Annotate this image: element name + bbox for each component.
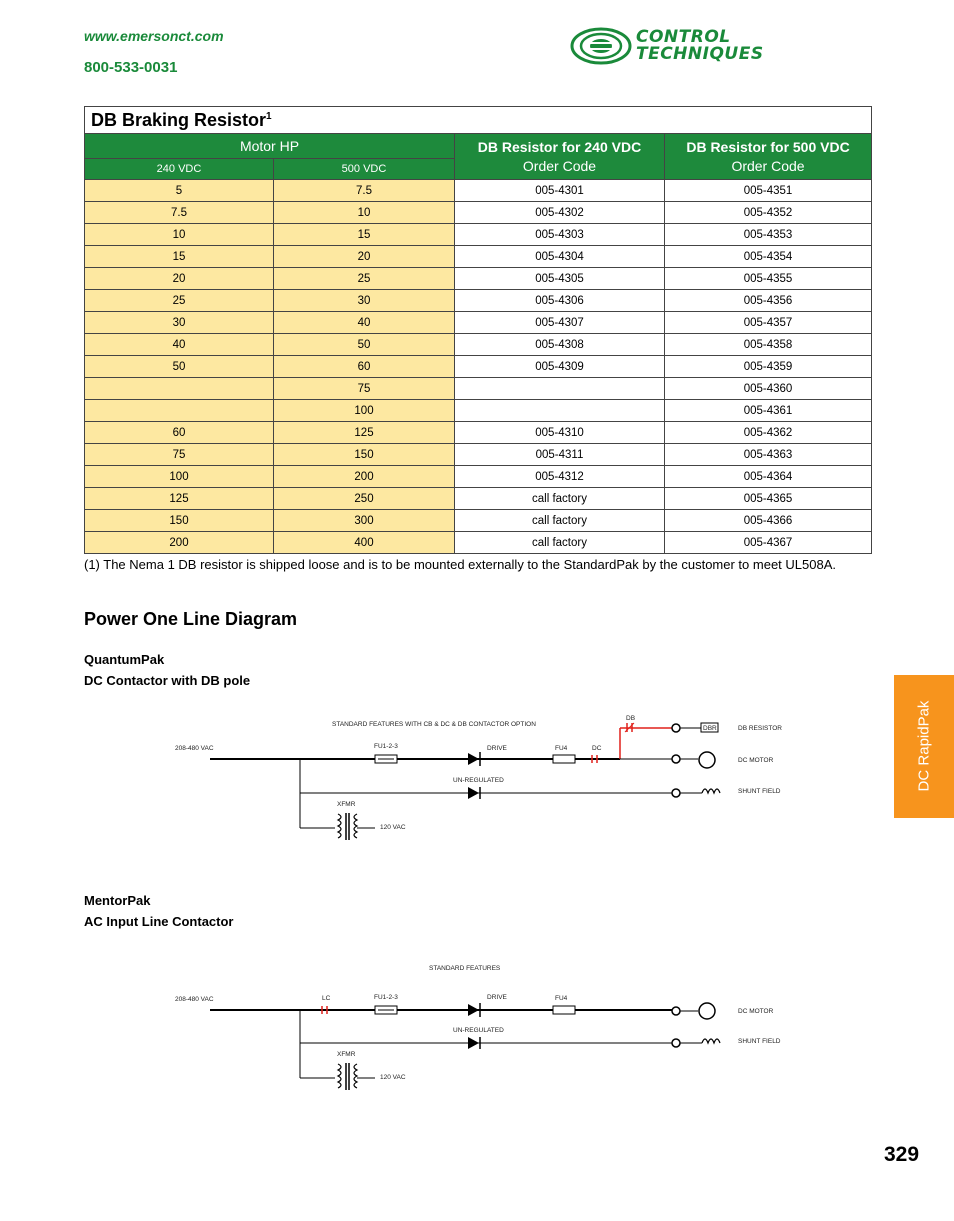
footnote-marker: 1	[266, 110, 272, 122]
hp-500-cell: 30	[274, 290, 455, 312]
hp-240-cell: 15	[85, 246, 274, 268]
quantumpak-diagram	[150, 712, 850, 852]
hp-240-cell: 40	[85, 334, 274, 356]
diagram2-lc: LC	[322, 995, 331, 1002]
terminal-icon	[672, 1007, 680, 1015]
col-500vdc-header: 500 VDC	[274, 159, 455, 180]
hp-500-cell: 60	[274, 356, 455, 378]
code-240-cell: 005-4302	[455, 202, 665, 224]
fuse4-icon	[553, 1006, 575, 1014]
website-url[interactable]: www.emersonct.com	[84, 28, 224, 44]
code-240-cell: call factory	[455, 510, 665, 532]
table-row	[85, 488, 872, 510]
hp-240-cell: 25	[85, 290, 274, 312]
motor-hp-header: Motor HP	[85, 134, 455, 159]
scr-diode-icon	[468, 753, 479, 765]
diagram2-fu4: FU4	[555, 995, 568, 1002]
code-500-cell: 005-4366	[665, 510, 872, 532]
db-braking-resistor-table	[84, 106, 872, 554]
dc-motor-icon	[699, 1003, 715, 1019]
res240-title: DB Resistor for 240 VDC	[477, 138, 642, 155]
code-500-cell: 005-4354	[665, 246, 872, 268]
terminal-icon	[672, 724, 680, 732]
code-500-cell: 005-4352	[665, 202, 872, 224]
hp-240-cell: 20	[85, 268, 274, 290]
diode-icon	[468, 787, 479, 799]
diagram1-unregulated: UN-REGULATED	[453, 777, 504, 784]
table-row	[85, 268, 872, 290]
diagram1-dc: DC	[592, 745, 602, 752]
code-500-cell: 005-4361	[665, 400, 872, 422]
res500-header	[665, 134, 872, 180]
diagram1-dbr: DBR	[703, 725, 717, 732]
res500-sub: Order Code	[731, 157, 805, 174]
hp-240-cell: 200	[85, 532, 274, 554]
table-row	[85, 400, 872, 422]
table-row	[85, 532, 872, 554]
hp-240-cell	[85, 400, 274, 422]
diagram1-120vac: 120 VAC	[380, 824, 406, 831]
hp-240-cell: 5	[85, 180, 274, 202]
diagram1-db-resistor: DB RESISTOR	[738, 725, 782, 732]
table-row	[85, 246, 872, 268]
table-row	[85, 444, 872, 466]
hp-240-cell: 10	[85, 224, 274, 246]
page-number: 329	[884, 1143, 920, 1166]
hp-500-cell: 50	[274, 334, 455, 356]
hp-500-cell: 20	[274, 246, 455, 268]
hp-240-cell: 30	[85, 312, 274, 334]
diagram2-shunt-field: SHUNT FIELD	[738, 1038, 781, 1045]
hp-500-cell: 400	[274, 532, 455, 554]
diagram2-subtitle: AC Input Line Contactor	[84, 914, 234, 929]
diagram1-fu4: FU4	[555, 745, 568, 752]
hp-500-cell: 250	[274, 488, 455, 510]
table-title-text: DB Braking Resistor	[91, 109, 267, 130]
table-row	[85, 422, 872, 444]
diagram1-db: DB	[626, 715, 636, 722]
terminal-icon	[672, 1039, 680, 1047]
side-tab-label: DC RapidPak	[915, 700, 933, 792]
shunt-field-coil-icon	[702, 789, 720, 793]
hp-240-cell	[85, 378, 274, 400]
table-row	[85, 510, 872, 532]
code-240-cell: 005-4309	[455, 356, 665, 378]
hp-500-cell: 200	[274, 466, 455, 488]
diagram1-subtitle: DC Contactor with DB pole	[84, 673, 251, 688]
table-row	[85, 356, 872, 378]
code-240-cell: 005-4308	[455, 334, 665, 356]
terminal-icon	[672, 755, 680, 763]
table-title	[85, 107, 872, 134]
diagram2-input: 208-480 VAC	[175, 996, 214, 1003]
code-240-cell: call factory	[455, 488, 665, 510]
fuse4-icon	[553, 755, 575, 763]
code-240-cell: 005-4312	[455, 466, 665, 488]
hp-240-cell: 125	[85, 488, 274, 510]
code-500-cell: 005-4358	[665, 334, 872, 356]
company-logo	[570, 26, 785, 70]
diagram1-fu1: FU1-2-3	[374, 743, 398, 750]
hp-240-cell: 75	[85, 444, 274, 466]
logo-emblem-icon	[570, 26, 632, 66]
hp-240-cell: 100	[85, 466, 274, 488]
hp-500-cell: 7.5	[274, 180, 455, 202]
table-row	[85, 312, 872, 334]
diagram2-xfmr: XFMR	[337, 1051, 356, 1058]
code-500-cell: 005-4357	[665, 312, 872, 334]
code-500-cell: 005-4363	[665, 444, 872, 466]
logo-line2: TECHNIQUES	[636, 44, 764, 64]
table-row	[85, 378, 872, 400]
hp-500-cell: 100	[274, 400, 455, 422]
res240-header	[455, 134, 665, 180]
diagram2-120vac: 120 VAC	[380, 1074, 406, 1081]
hp-500-cell: 10	[274, 202, 455, 224]
hp-500-cell: 40	[274, 312, 455, 334]
code-500-cell: 005-4367	[665, 532, 872, 554]
table-row	[85, 180, 872, 202]
diode-icon	[468, 1037, 479, 1049]
table-footnote: (1) The Nema 1 DB resistor is shipped loose and is to be mounted externally to the StandardPak by the customer to meet UL508A.	[84, 557, 836, 572]
code-240-cell	[455, 378, 665, 400]
scr-diode-icon	[468, 1004, 479, 1016]
code-240-cell: call factory	[455, 532, 665, 554]
res500-title: DB Resistor for 500 VDC	[686, 138, 850, 155]
hp-500-cell: 125	[274, 422, 455, 444]
code-500-cell: 005-4353	[665, 224, 872, 246]
code-240-cell: 005-4304	[455, 246, 665, 268]
diagram2-drive: DRIVE	[487, 994, 507, 1001]
code-240-cell: 005-4310	[455, 422, 665, 444]
diagram2-title: MentorPak	[84, 893, 151, 908]
table-row	[85, 202, 872, 224]
code-240-cell: 005-4311	[455, 444, 665, 466]
dc-motor-icon	[699, 752, 715, 768]
section-title: Power One Line Diagram	[84, 609, 298, 629]
hp-500-cell: 75	[274, 378, 455, 400]
code-240-cell	[455, 400, 665, 422]
diagram1-shunt-field: SHUNT FIELD	[738, 788, 781, 795]
transformer-icon	[338, 813, 375, 840]
hp-500-cell: 25	[274, 268, 455, 290]
diagram1-dc-motor: DC MOTOR	[738, 757, 774, 764]
table-row	[85, 290, 872, 312]
code-240-cell: 005-4305	[455, 268, 665, 290]
code-240-cell: 005-4303	[455, 224, 665, 246]
hp-500-cell: 150	[274, 444, 455, 466]
table-row	[85, 334, 872, 356]
code-500-cell: 005-4362	[665, 422, 872, 444]
code-240-cell: 005-4306	[455, 290, 665, 312]
code-500-cell: 005-4356	[665, 290, 872, 312]
diagram1-xfmr: XFMR	[337, 801, 356, 808]
logo-line1: CONTROL	[636, 27, 731, 47]
diagram1-input: 208-480 VAC	[175, 745, 214, 752]
hp-240-cell: 50	[85, 356, 274, 378]
diagram2-header: STANDARD FEATURES	[429, 965, 501, 972]
code-500-cell: 005-4364	[665, 466, 872, 488]
code-240-cell: 005-4301	[455, 180, 665, 202]
code-500-cell: 005-4355	[665, 268, 872, 290]
hp-240-cell: 7.5	[85, 202, 274, 224]
hp-500-cell: 15	[274, 224, 455, 246]
hp-240-cell: 60	[85, 422, 274, 444]
diagram2-unregulated: UN-REGULATED	[453, 1027, 504, 1034]
transformer-icon	[338, 1063, 375, 1090]
table-row	[85, 466, 872, 488]
phone-number: 800-533-0031	[84, 59, 178, 76]
code-240-cell: 005-4307	[455, 312, 665, 334]
diagram1-drive: DRIVE	[487, 745, 507, 752]
terminal-icon	[672, 789, 680, 797]
section-side-tab[interactable]	[894, 675, 954, 818]
shunt-field-coil-icon	[702, 1039, 720, 1043]
diagram2-fu1: FU1-2-3	[374, 994, 398, 1001]
hp-240-cell: 150	[85, 510, 274, 532]
mentorpak-diagram	[150, 960, 850, 1100]
diagram1-header: STANDARD FEATURES WITH CB & DC & DB CONTACTOR OPTION	[332, 721, 536, 728]
code-500-cell: 005-4360	[665, 378, 872, 400]
diagram1-title: QuantumPak	[84, 652, 165, 667]
diagram2-dc-motor: DC MOTOR	[738, 1008, 774, 1015]
code-500-cell: 005-4365	[665, 488, 872, 510]
table-row	[85, 224, 872, 246]
col-240vdc-header: 240 VDC	[85, 159, 274, 180]
code-500-cell: 005-4351	[665, 180, 872, 202]
hp-500-cell: 300	[274, 510, 455, 532]
res240-sub: Order Code	[522, 157, 597, 174]
code-500-cell: 005-4359	[665, 356, 872, 378]
